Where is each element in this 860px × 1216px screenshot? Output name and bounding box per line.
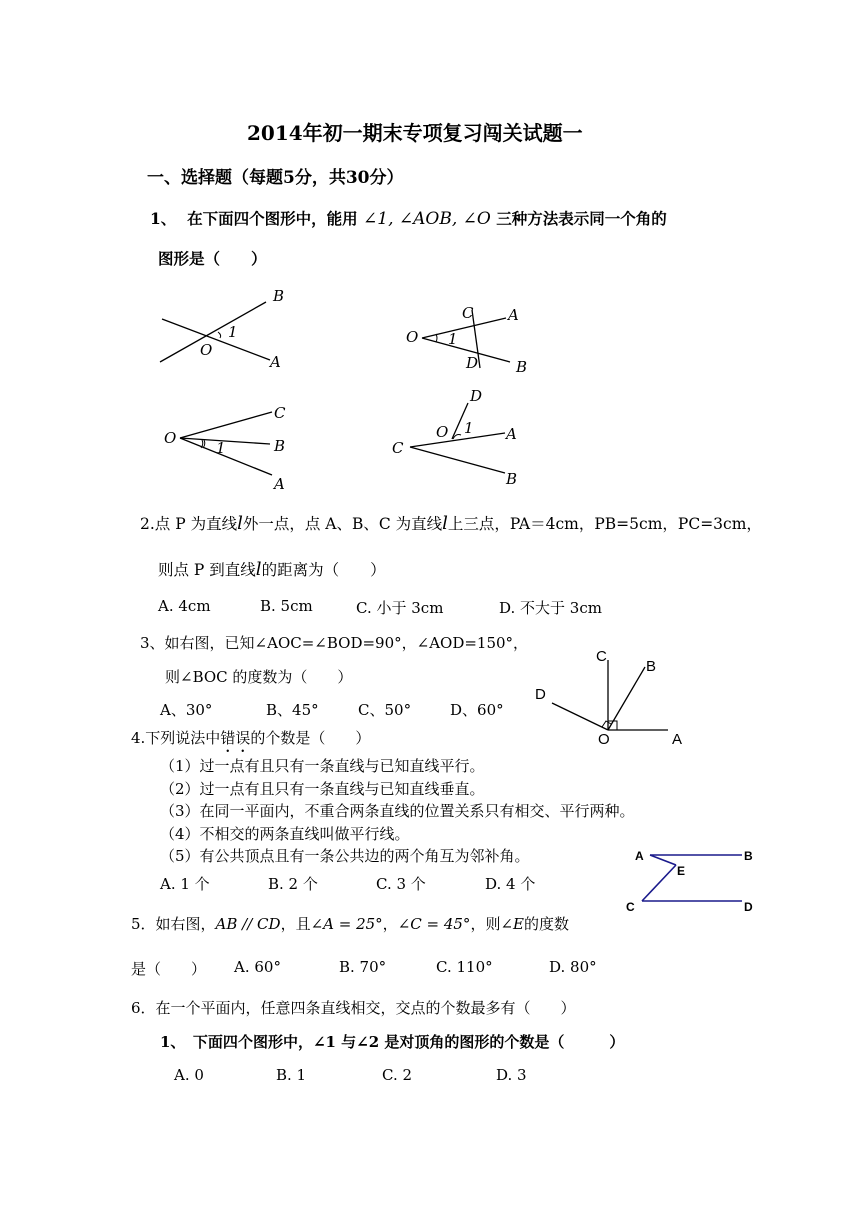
q4-item-2: （2）过一点有且只有一条直线与已知直线垂直。 (160, 780, 485, 798)
q5-text-d: ，则 (470, 915, 501, 933)
q4-option-b: B. 2 个 (268, 875, 318, 893)
fig2-label-b: B (516, 358, 528, 376)
q2-line-symbol: l (237, 513, 243, 534)
q1-math: ∠1, ∠AOB, ∠O (363, 209, 491, 229)
q1-figure-1 (150, 280, 300, 380)
fig1-label-1: 1 (228, 323, 238, 341)
fig1-label-a: A (270, 353, 281, 371)
q2-option-c: C. 小于 3cm (356, 599, 444, 617)
q6-line: 6．在一个平面内，任意四条直线相交，交点的个数最多有（ ） (131, 999, 576, 1017)
q7-line: 1、 下面四个图形中，∠1 与∠2 是对顶角的图形的个数是（ ） (160, 1033, 625, 1051)
q1-figure-4 (390, 385, 530, 490)
q5-line1 (131, 913, 569, 934)
q4-item-1: （1）过一点有且只有一条直线与已知直线平行。 (160, 757, 485, 775)
q1-text-a: 在下面四个图形中，能用 (187, 209, 358, 228)
q2-text-b: 外一点，点 A、B、C 为直线 (242, 515, 443, 533)
fig3-label-c: C (274, 404, 286, 422)
fig4-label-b: B (506, 470, 518, 488)
fig4-label-d: D (470, 387, 483, 405)
q5-label-d: D (744, 900, 753, 914)
q5-label-c: C (626, 900, 635, 914)
q2-text-d: 则点 P 到直线 (158, 561, 256, 579)
fig3-label-b: B (274, 437, 286, 455)
q7-option-d: D. 3 (496, 1066, 527, 1084)
q2-text-c: 上三点，PA＝4cm，PB=5cm，PC=3cm， (447, 515, 762, 533)
q3-line2: 则∠BOC 的度数为（ ） (165, 668, 353, 686)
q4-option-d: D. 4 个 (485, 875, 536, 893)
fig4-label-o: O (436, 423, 449, 441)
q3-option-a: A、30° (160, 701, 213, 719)
q1-figure-2 (400, 300, 540, 380)
q5-option-a: A. 60° (234, 958, 281, 976)
fig3-label-a: A (274, 475, 285, 493)
q3-line1: 3、如右图，已知∠AOC=∠BOD=90°，∠AOD=150°， (140, 634, 529, 652)
q5-label-a: A (635, 849, 644, 863)
fig3-label-o: O (164, 429, 177, 447)
q4-stem (131, 727, 370, 756)
q4-option-c: C. 3 个 (376, 875, 426, 893)
fig4-label-a: A (506, 425, 517, 443)
q2-option-a: A. 4cm (158, 597, 211, 615)
q2-line2 (158, 558, 386, 580)
q4-stem-a: 4.下列说法中 (131, 729, 221, 747)
fig2-label-c: C (462, 304, 474, 322)
q3-label-a: A (672, 731, 683, 748)
q5-figure (626, 843, 770, 918)
q3-label-b: B (646, 658, 657, 675)
q5-label-e: E (677, 864, 686, 878)
q1-stem (150, 207, 667, 229)
q5-label-b: B (744, 849, 753, 863)
q1-line2: 图形是（ ） (158, 249, 267, 268)
q4-item-4: （4）不相交的两条直线叫做平行线。 (160, 825, 410, 843)
q5-text-a: 5．如右图， (131, 915, 216, 933)
q5-option-b: B. 70° (339, 958, 387, 976)
q3-option-b: B、45° (266, 701, 319, 719)
q4-option-a: A. 1 个 (160, 875, 210, 893)
q2-line-symbol: l (442, 513, 448, 534)
q4-item-5: （5）有公共顶点且有一条公共边的两个角互为邻补角。 (160, 847, 530, 865)
fig2-label-d: D (466, 354, 479, 372)
fig1-label-b: B (273, 287, 285, 305)
q5-line2: 是（ ） (131, 960, 207, 978)
q3-figure (530, 645, 690, 750)
q2-text-e: 的距离为（ ） (261, 561, 386, 579)
q1-figure-3 (160, 400, 300, 495)
q2-text-a: 2.点 P 为直线 (140, 515, 238, 533)
fig2-label-1: 1 (448, 330, 458, 348)
q4-stem-emphasis: 错误 (220, 729, 251, 747)
q5-text-c: ， (382, 915, 398, 933)
fig2-label-o: O (406, 328, 419, 346)
q1-number: 1、 (150, 209, 177, 228)
q5-math-2: ∠A = 25° (310, 915, 383, 933)
fig4-label-c: C (392, 439, 404, 457)
q7-option-a: A. 0 (174, 1066, 204, 1084)
q7-option-b: B. 1 (276, 1066, 307, 1084)
q3-label-d: D (535, 686, 546, 703)
q4-stem-b: 的个数是（ ） (250, 729, 371, 747)
q2-option-b: B. 5cm (260, 597, 313, 615)
q2-line-symbol: l (255, 559, 262, 580)
q4-item-3: （3）在同一平面内，不重合两条直线的位置关系只有相交、平行两种。 (160, 802, 635, 820)
q5-text-b: ，且 (280, 915, 311, 933)
section-heading: 一、选择题（每题5分，共30分） (147, 168, 404, 188)
page-title: 2014年初一期末专项复习闯关试题一 (247, 121, 583, 145)
fig4-label-1: 1 (464, 419, 474, 437)
q3-label-c: C (596, 648, 607, 665)
q3-option-c: C、50° (358, 701, 412, 719)
q3-option-d: D、60° (450, 701, 504, 719)
q5-math-1: AB // CD (215, 915, 281, 933)
fig2-label-a: A (508, 306, 519, 324)
q5-option-d: D. 80° (549, 958, 597, 976)
q2-option-d: D. 不大于 3cm (499, 599, 602, 617)
q1-text-b: 三种方法表示同一个角的 (496, 209, 667, 228)
q5-text-e: 的度数 (523, 915, 569, 933)
q2-line1 (140, 512, 762, 534)
fig1-label-o: O (200, 341, 213, 359)
q5-math-3: ∠C = 45° (397, 915, 471, 933)
q3-label-o: O (598, 731, 610, 748)
fig3-label-1: 1 (216, 439, 226, 457)
q5-option-c: C. 110° (436, 958, 493, 976)
q7-option-c: C. 2 (382, 1066, 413, 1084)
q5-math-4: ∠E (500, 915, 524, 933)
